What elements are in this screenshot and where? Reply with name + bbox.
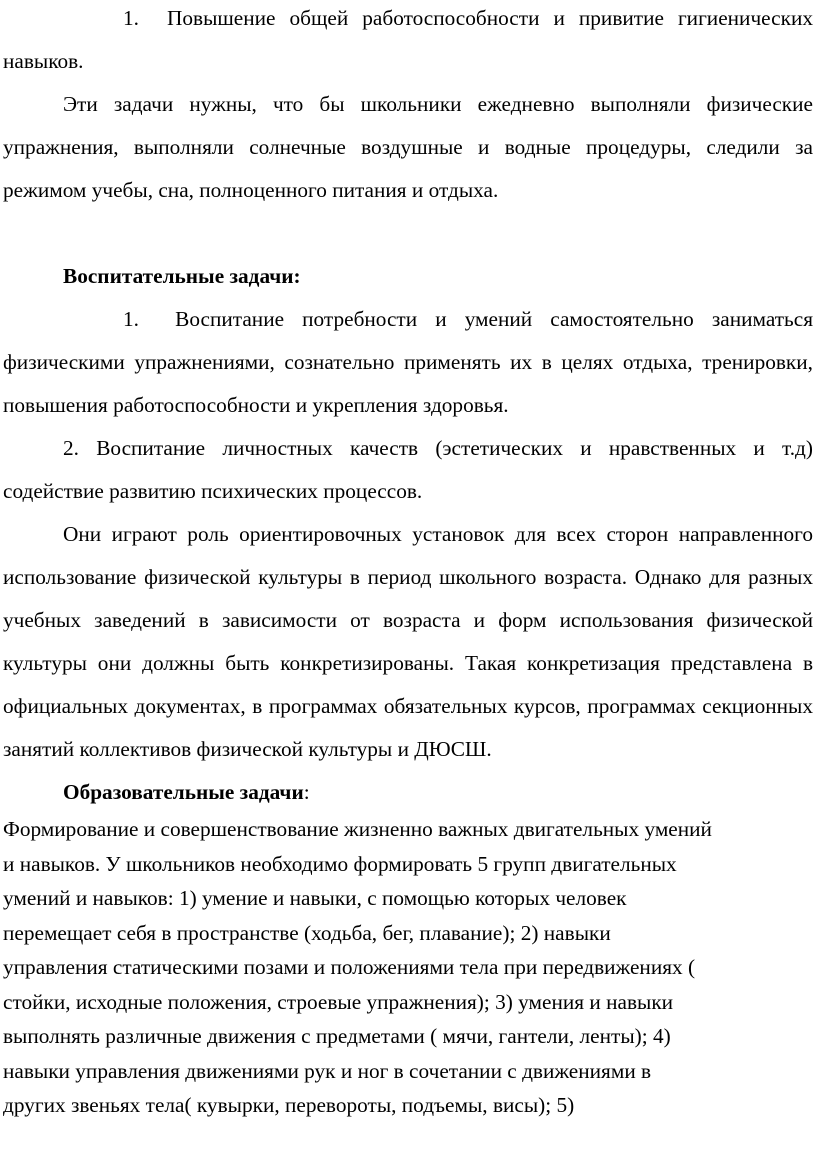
heading-educational-tasks <box>3 771 813 814</box>
text-line: умений и навыков: 1) умение и навыки, с помощью которых человек <box>3 886 627 910</box>
text-line: стойки, исходные положения, строевые упражнения); 3) умения и навыки <box>3 989 674 1014</box>
text-line: перемещает себя в пространстве (ходьба, бег, плавание); 2) навыки <box>3 920 611 945</box>
text-line: выполнять различные движения с предметами ( мячи, гантели, ленты); 4) <box>3 1024 671 1048</box>
list-number: 1. <box>123 307 139 331</box>
text-line: других звеньях тела( кувырки, перевороты, подъемы, висы); 5) <box>3 1093 575 1117</box>
heading-upbringing-tasks: Воспитательные задачи: <box>63 264 301 288</box>
educational-tasks-text <box>3 812 813 1123</box>
list-item-text: Воспитание потребности и умений самостоятельно заниматься физическими упражнениями, сознательно применять их в целях отдыха, тренировки, повышения работоспособности и укрепления здоровья. <box>3 307 813 417</box>
list-number: 1. <box>123 6 139 30</box>
paragraph-tasks-purpose: Эти задачи нужны, что бы школьники ежедневно выполняли физические упражнения, выполняли солнечные воздушные и водные процедуры, следили за режимом учебы, сна, полноценного питания и отдыха. <box>3 92 813 202</box>
paragraph-orientation: Они играют роль ориентировочных установок для всех сторон направленного использование физической культуры в период школьного возраста. Однако для разных учебных заведений в зависимости от возраста и форм использования физической культуры они должны быть конкретизированы. Такая конкретизация представлена в официальных документах, в программах обязательных курсов, программах секционных занятий коллективов физической культуры и ДЮСШ. <box>3 522 813 761</box>
heading-text: Образовательные задачи <box>63 780 304 804</box>
paragraph-goal-1 <box>3 0 813 83</box>
text-line: и навыков. У школьников необходимо формировать 5 групп двигательных <box>3 851 677 876</box>
paragraph-text: Повышение общей работоспособности и привитие гигиенических навыков. <box>3 6 813 73</box>
text-line: Формирование и совершенствование жизненно важных двигательных умений <box>3 817 712 841</box>
text-line: навыки управления движениями рук и ног в сочетании с движениями в <box>3 1058 652 1083</box>
heading-colon: : <box>303 780 310 804</box>
list-item-upbringing-2: 2. Воспитание личностных качеств (эстетических и нравственных и т.д) содействие развитию психических процессов. <box>3 436 813 503</box>
list-item-upbringing-1 <box>3 298 813 427</box>
blank-line <box>3 212 813 255</box>
text-line: управления статическими позами и положениями тела при передвижениях ( <box>3 955 696 979</box>
